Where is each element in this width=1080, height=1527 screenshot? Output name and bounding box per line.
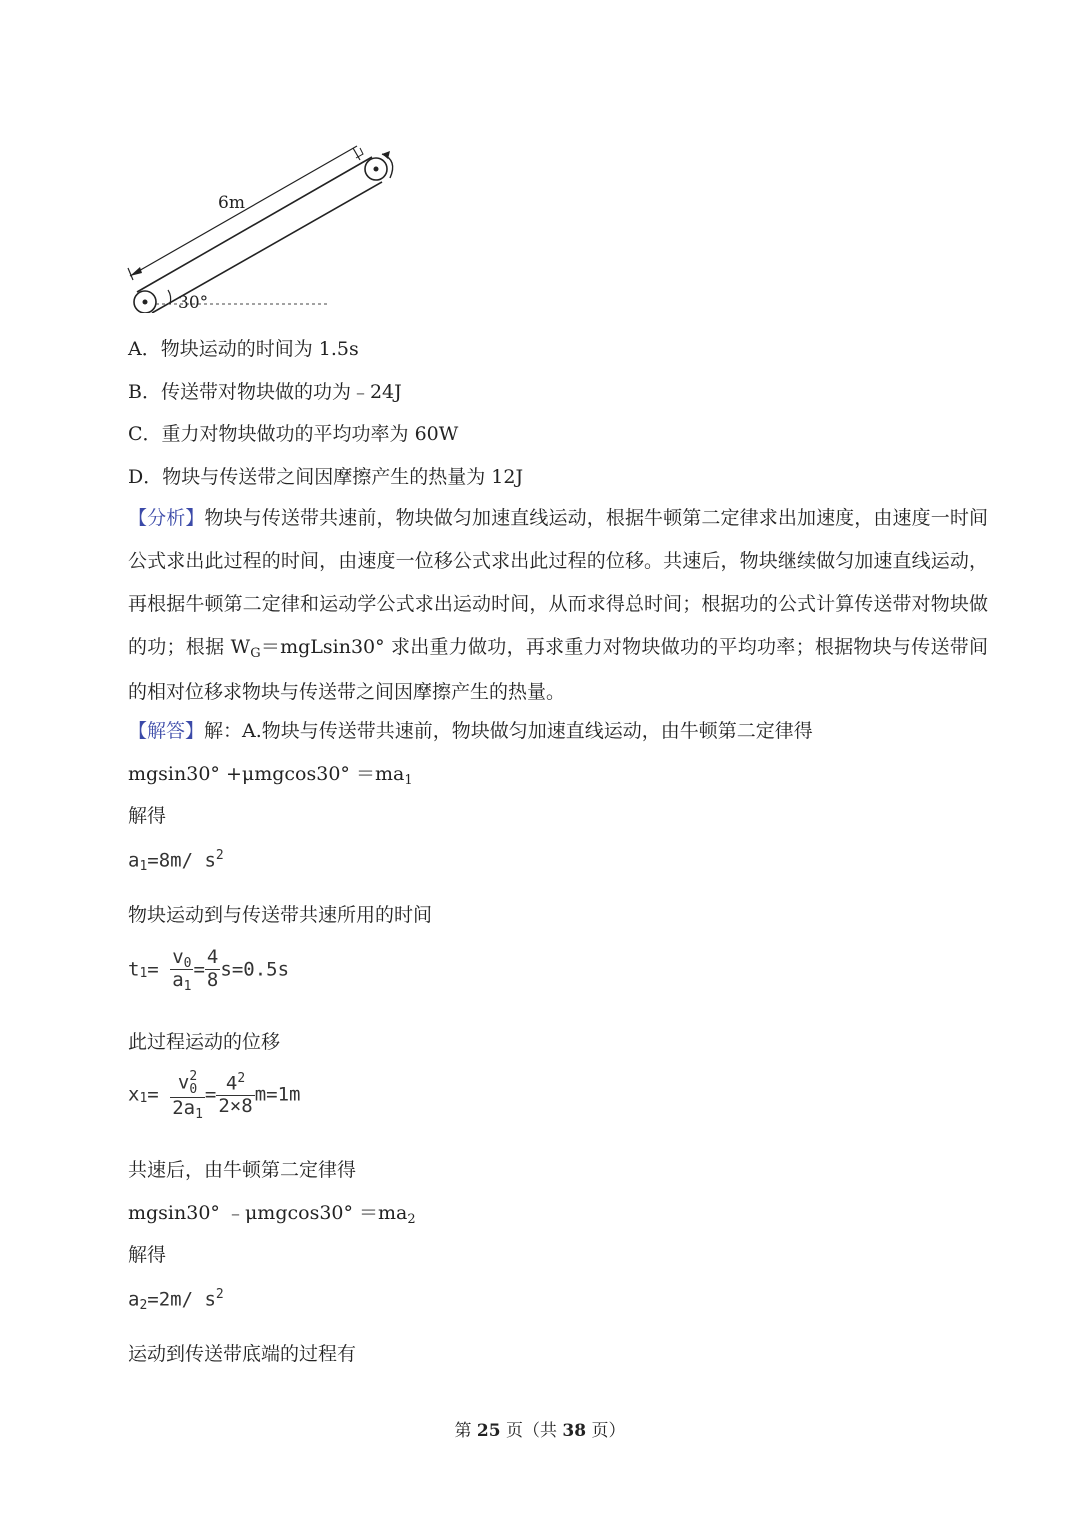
belt-top-line [137,157,372,292]
equation-1: $mgsin30^\circ +\mu mgcos30^\circ =ma_1$ [128,763,413,788]
conveyor-figure [120,128,400,313]
solve-label-2: 解得 [128,1244,167,1266]
option-c [128,423,458,446]
equation-2: mgsin30° ﹣μmgcos30° $=ma_2$ [128,1202,416,1227]
option-letter: A． [128,338,161,360]
displacement-text: 此过程运动的位移 [128,1031,281,1053]
analysis-paragraph: 【分析】物块与传送带共速前，物块做匀加速直线运动，根据牛顿第二定律求出加速度，由速度一时间公式求出此过程的时间，由速度一位移公式求出此过程的位移。共速后，物块继续做匀加速直线运动，再根据牛顿第二定律和运动学公式求出运动时间，从而求得总时间；根据功的公式计算传送带对物块做的功；根据 $W_G=mgLsin30^\circ$ 求出重力做功，再求重力对物块做功的平均功率；根据物块与传送带间的相对位移求物块与传送带之间因摩擦产生的热量。 [128,507,988,703]
option-text: 重力对物块做功的平均功率为 60W [161,423,459,445]
angle-arc [168,290,171,304]
a2-result: $a_2=2m/$ $s^2$ [128,1287,224,1314]
option-b [128,381,402,404]
angle-label: 30° [178,293,209,313]
option-text: 物块与传送带之间因摩擦产生的热量为 12J [162,466,524,488]
time-text: 物块运动到与传送带共速所用的时间 [128,904,433,926]
page-number: 25 [476,1421,501,1441]
option-d [128,466,523,489]
solution-intro: 【解答】解：A.物块与传送带共速前，物块做匀加速直线运动，由牛顿第二定律得 [128,720,813,742]
after-sync-text: 共速后，由牛顿第二定律得 [128,1159,357,1181]
option-text: 传送带对物块做的功为﹣24J [160,381,402,403]
conveyor-diagram [120,128,400,313]
length-label: 6m [218,193,245,213]
option-letter: B． [128,381,161,403]
option-letter: C． [128,423,162,445]
option-a [128,338,359,361]
t1-equation: $t_1=$ $\frac{v_0}{a_1}$ = $\frac{4}{8}$ s=0.5s [128,946,290,994]
a1-result: $a_1=8m/$ $s^2$ [128,848,224,875]
solve-label-1: 解得 [128,805,167,827]
bottom-text: 运动到传送带底端的过程有 [128,1343,357,1365]
analysis-tag: 【分析】 [128,507,205,529]
option-letter: D． [128,466,163,488]
total-pages: 38 [562,1421,587,1441]
option-text: 物块运动的时间为 1.5s [160,338,359,360]
page-footer: 第 25 页（共 38 页） [454,1421,626,1441]
solution-tag: 【解答】 [128,720,205,742]
x1-equation: $x_1=$ v 2 0 $2a_1$ = $\frac{4^2}{2\times 8}$ m=1m [128,1069,301,1122]
